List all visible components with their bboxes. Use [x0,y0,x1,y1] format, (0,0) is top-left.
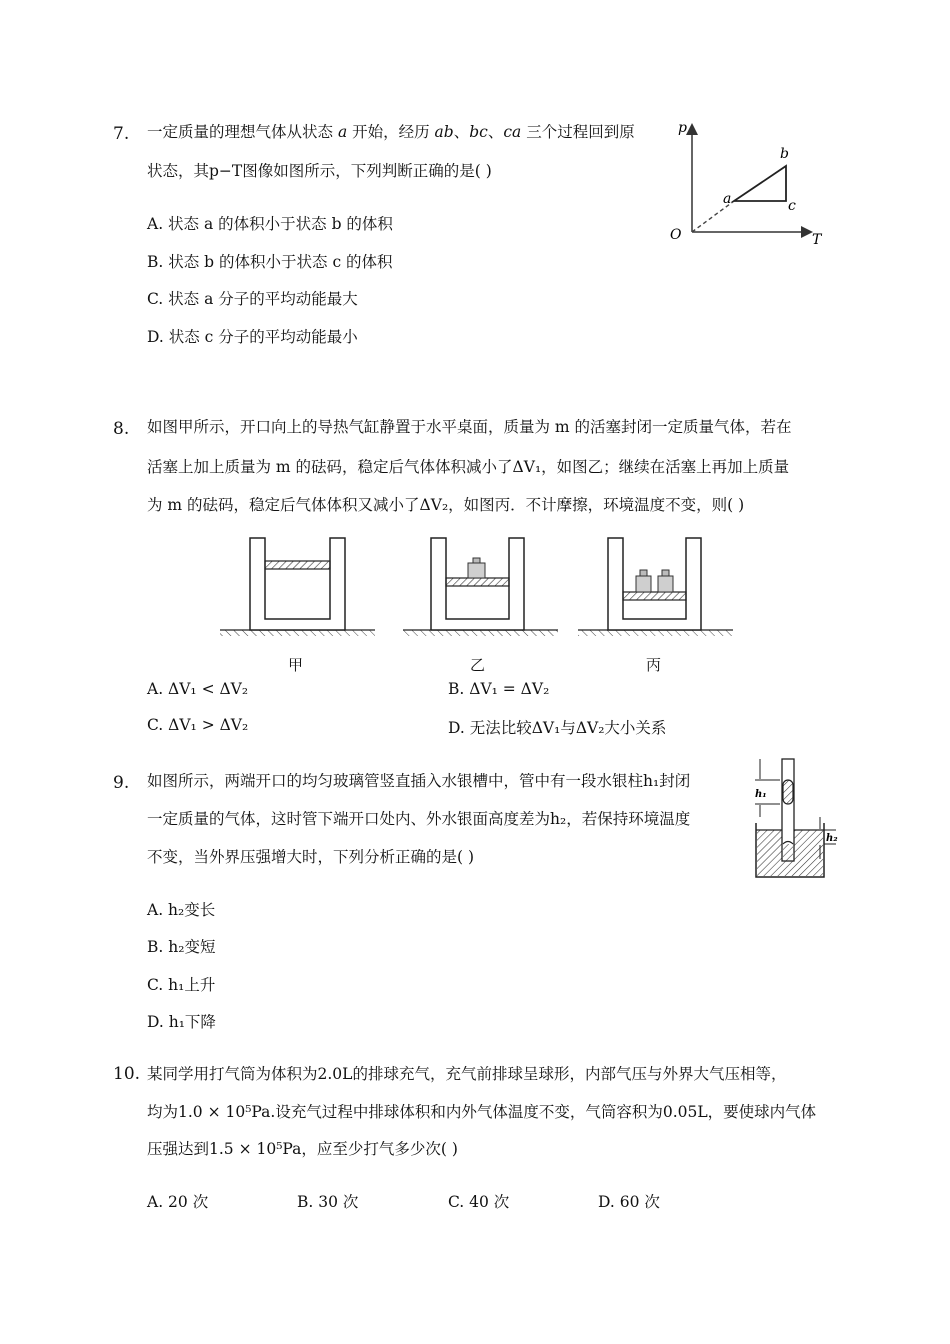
q7-option-c[interactable]: C. 状态 a 分子的平均动能最大 [147,290,358,308]
q8-cylinder-figures [218,530,733,645]
q9-stem-line1: 如图所示，两端开口的均匀玻璃管竖直插入水银槽中，管中有一段水银柱h₁封闭 [147,772,691,790]
piston [623,592,686,600]
piston [265,561,330,569]
q7-sep: 、 [453,123,470,141]
q7-text: 一定质量的理想气体从状态 [147,123,338,141]
q7-option-b[interactable]: B. 状态 b 的体积小于状态 c 的体积 [147,253,393,271]
q10-stem-line2: 均为1.0 × 10⁵Pa.设充气过程中排球体积和内外气体温度不变，气筒容积为0.05L，要使球内气体 [147,1103,817,1121]
q8-option-a[interactable]: A. ΔV₁ < ΔV₂ [147,680,249,698]
caption-bing: 丙 [646,656,662,674]
caption-jia: 甲 [288,656,304,674]
q7-pt-graph [660,112,830,252]
weight-icon [636,570,651,592]
q10-stem-line1: 某同学用打气筒为体积为2.0L的排球充气，充气前排球呈球形，内部气压与外界大气压相等， [147,1065,787,1083]
q9-option-c[interactable]: C. h₁上升 [147,976,216,994]
q7-var-bc: bc [469,123,488,141]
cylinder-jia [220,538,375,636]
q8-stem-line2: 活塞上加上质量为 m 的砝码，稳定后气体体积减小了ΔV₁，如图乙；继续在活塞上再加上质量 [147,458,790,476]
q9-option-b[interactable]: B. h₂变短 [147,938,216,956]
q10-option-d[interactable]: D. 60 次 [598,1193,660,1211]
cylinder-bing [578,538,733,636]
q8-option-d[interactable]: D. 无法比较ΔV₁与ΔV₂大小关系 [448,719,667,737]
q8-option-b[interactable]: B. ΔV₁ = ΔV₂ [448,680,550,698]
q7-text: 开始，经历 [347,123,435,141]
point-b-label: b [780,146,789,162]
q7-stem-line2: 状态，其p−T图像如图所示，下列判断正确的是( ) [147,162,492,180]
caption-yi: 乙 [470,656,486,674]
t-label: T [812,232,822,248]
q10-option-c[interactable]: C. 40 次 [448,1193,510,1211]
q10-stem-line3: 压强达到1.5 × 10⁵Pa，应至少打气多少次( ) [147,1140,458,1158]
q10-number: 10. [113,1064,141,1084]
q7-text: 三个过程回到原 [521,123,635,141]
h2-label: h₂ [826,833,838,844]
q9-number: 9. [113,773,130,793]
q9-option-d[interactable]: D. h₁下降 [147,1013,216,1031]
cycle-triangle [734,166,786,201]
q10-option-b[interactable]: B. 30 次 [297,1193,359,1211]
weight-icon [658,570,673,592]
mercury-column-h1 [783,780,793,804]
q9-tube-figure [750,755,845,880]
q9-stem-line3: 不变，当外界压强增大时，下列分析正确的是( ) [147,848,475,866]
q7-option-a[interactable]: A. 状态 a 的体积小于状态 b 的体积 [147,215,393,233]
q8-stem-line1: 如图甲所示，开口向上的导热气缸静置于水平桌面，质量为 m 的活塞封闭一定质量气体，若在 [147,418,792,436]
q8-option-c[interactable]: C. ΔV₁ > ΔV₂ [147,716,249,734]
q10-option-a[interactable]: A. 20 次 [147,1193,209,1211]
piston [446,578,509,586]
q7-var-ca: ca [503,123,522,141]
q8-number: 8. [113,419,130,439]
q9-stem-line2: 一定质量的气体，这时管下端开口处内、外水银面高度差为h₂，若保持环境温度 [147,810,691,828]
q7-var-ab: ab [434,123,454,141]
q7-option-d[interactable]: D. 状态 c 分子的平均动能最小 [147,328,358,346]
cylinder-yi [403,538,558,636]
point-c-label: c [788,198,796,214]
h1-label: h₁ [755,789,767,800]
origin-label: O [670,227,682,243]
q7-sep: 、 [487,123,504,141]
q7-var-a: a [337,123,348,141]
q7-number: 7. [113,124,130,144]
q7-stem-line1 [147,120,635,142]
point-a-label: a [723,191,732,207]
p-label: p [678,120,687,136]
q8-stem-line3: 为 m 的砝码，稳定后气体体积又减小了ΔV₂，如图丙．不计摩擦，环境温度不变，则( ) [147,496,745,514]
weight-icon [468,558,485,578]
q9-option-a[interactable]: A. h₂变长 [147,901,216,919]
